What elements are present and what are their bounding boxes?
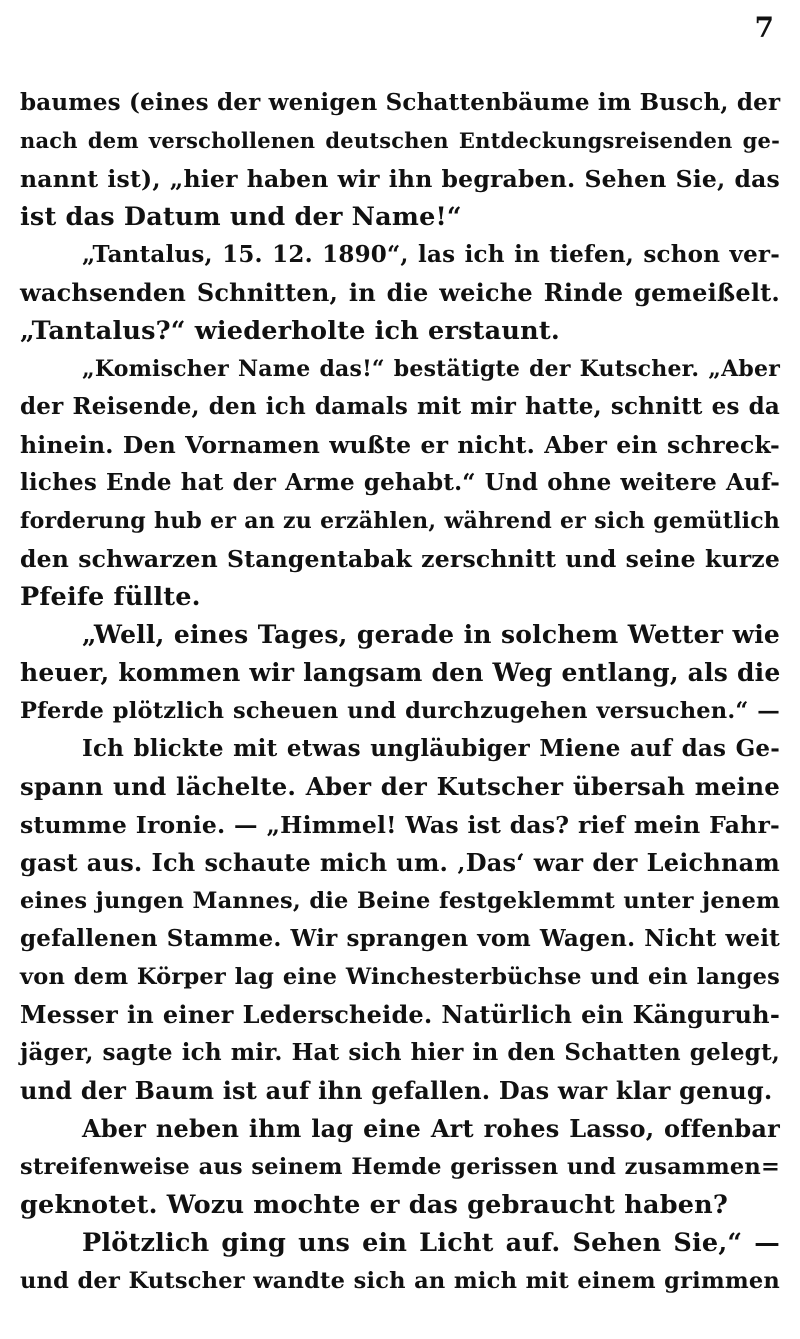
text-line: geknotet. Wozu mochte er das gebraucht haben? xyxy=(20,1190,729,1220)
text-line: jäger, sagte ich mir. Hat sich hier in den Schatten gelegt, xyxy=(20,1039,780,1066)
text-line: hinein. Den Vornamen wußte er nicht. Aber ein schreck- xyxy=(20,431,780,459)
text-line: Pferde plötzlich scheuen und durchzugehen versuchen.“ — xyxy=(20,698,780,724)
text-line: „Tantalus?“ wiederholte ich erstaunt. xyxy=(20,316,560,346)
text-line: spann und lächelte. Aber der Kutscher übersah meine xyxy=(20,772,780,801)
text-line: wachsenden Schnitten, in die weiche Rinde gemeißelt. xyxy=(20,278,780,307)
text-line: Aber neben ihm lag eine Art rohes Lasso, offenbar xyxy=(82,1114,780,1143)
text-line: Ich blickte mit etwas ungläubiger Miene auf das Ge- xyxy=(82,735,780,762)
text-line: gast aus. Ich schaute mich um. ‚Das‘ war der Leichnam xyxy=(20,848,780,877)
text-line: und der Baum ist auf ihn gefallen. Das war klar genug. xyxy=(20,1076,773,1105)
text-line: und der Kutscher wandte sich an mich mit einem grimmen xyxy=(20,1268,780,1294)
text-line: streifenweise aus seinem Hemde gerissen und zusammen= xyxy=(20,1154,780,1180)
text-line: gefallenen Stamme. Wir sprangen vom Wagen. Nicht weit xyxy=(20,925,780,952)
text-line: stumme Ironie. — „Himmel! Was ist das? rief mein Fahr- xyxy=(20,811,780,839)
text-line: ist das Datum und der Name!“ xyxy=(20,202,462,232)
body-text xyxy=(20,84,780,1300)
text-line: heuer, kommen wir langsam den Weg entlang, als die xyxy=(20,658,781,687)
text-line: forderung hub er an zu erzählen, während er sich gemütlich xyxy=(20,508,780,534)
text-line: baumes (eines der wenigen Schattenbäume im Busch, der xyxy=(20,89,781,116)
text-line: „Well, eines Tages, gerade in solchem Wetter wie xyxy=(82,620,780,649)
text-line: Pfeife füllte. xyxy=(20,582,201,612)
text-line: „Tantalus, 15. 12. 1890“, las ich in tiefen, schon ver- xyxy=(82,241,780,268)
text-line: den schwarzen Stangentabak zerschnitt und seine kurze xyxy=(20,545,780,573)
text-line: Messer in einer Lederscheide. Natürlich ein Känguruh- xyxy=(20,1000,780,1029)
text-line: eines jungen Mannes, die Beine festgeklemmt unter jenem xyxy=(20,888,780,914)
text-line: nach dem verschollenen deutschen Entdeckungsreisenden ge- xyxy=(20,128,780,153)
text-line: von dem Körper lag eine Winchesterbüchse und ein langes xyxy=(20,964,780,990)
text-line: liches Ende hat der Arme gehabt.“ Und ohne weitere Auf- xyxy=(20,469,780,496)
page-number: 7 xyxy=(754,11,774,44)
text-line: „Komischer Name das!“ bestätigte der Kutscher. „Aber xyxy=(82,356,780,382)
text-line: Plötzlich ging uns ein Licht auf. Sehen Sie,“ — xyxy=(82,1228,780,1258)
text-line: nannt ist), „hier haben wir ihn begraben. Sehen Sie, das xyxy=(20,165,780,193)
text-line: der Reisende, den ich damals mit mir hatte, schnitt es da xyxy=(20,393,780,420)
